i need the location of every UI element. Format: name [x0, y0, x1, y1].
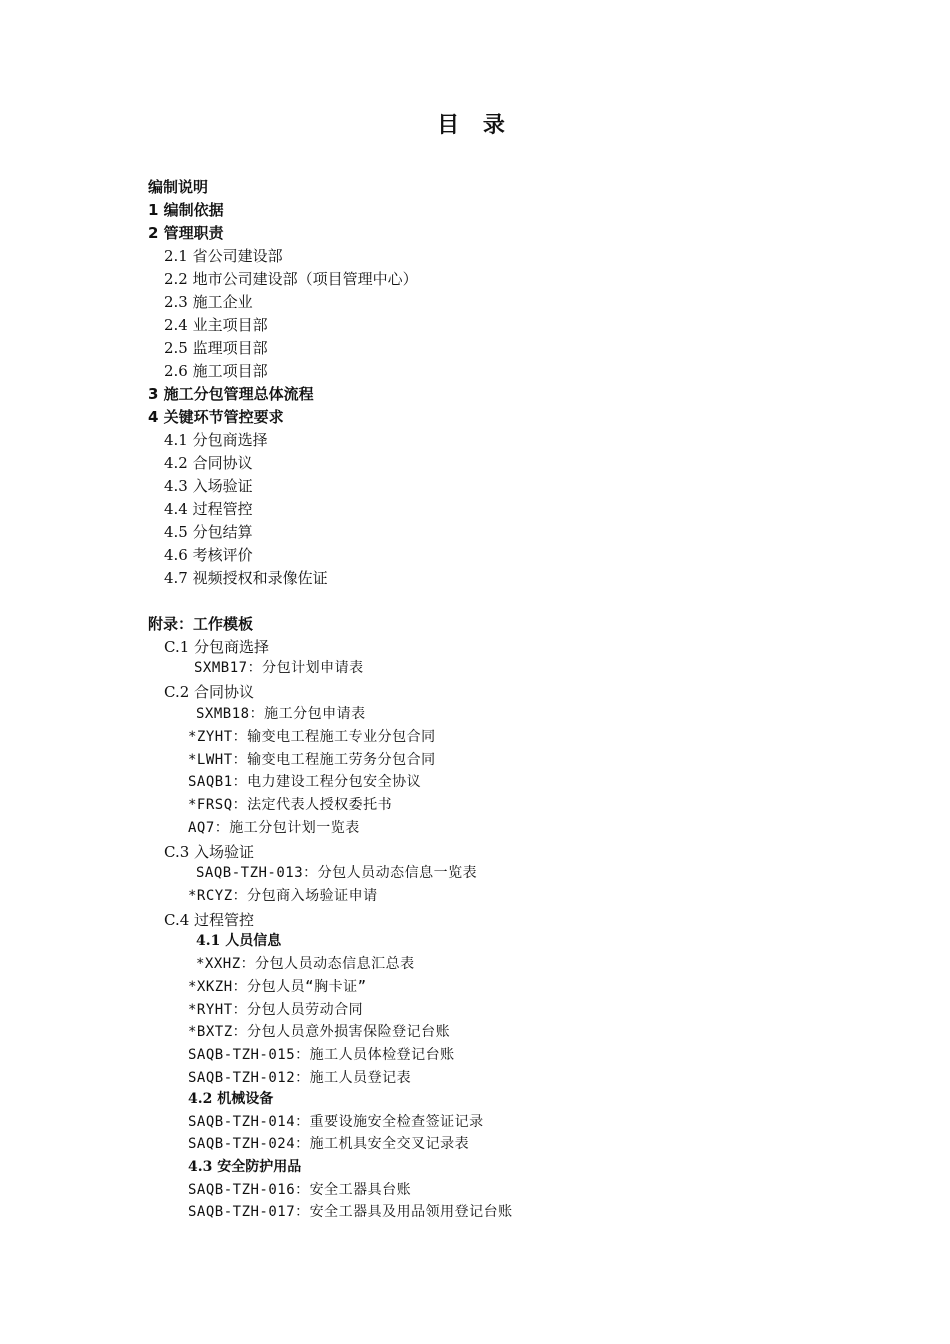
toc-entry: 4.1 分包商选择	[164, 431, 268, 449]
toc-entry: *RYHT：分包人员劳动合同	[188, 1002, 364, 1018]
toc-entry: 4.2 机械设备	[188, 1091, 274, 1107]
toc-entry: 2.6 施工项目部	[164, 362, 268, 380]
toc-entry: 编制说明	[148, 178, 209, 196]
toc-entry: SAQB1：电力建设工程分包安全协议	[188, 774, 422, 790]
toc-entry: *LWHT：输变电工程施工劳务分包合同	[188, 752, 436, 768]
toc-entry: SAQB-TZH-013：分包人员动态信息一览表	[196, 865, 478, 881]
toc-entry: 2.5 监理项目部	[164, 339, 268, 357]
toc-entry: C.4 过程管控	[164, 911, 255, 929]
toc-entry: 附录：工作模板	[148, 615, 254, 633]
toc-entry: AQ7：施工分包计划一览表	[188, 820, 360, 836]
toc-entry: 4.2 合同协议	[164, 454, 253, 472]
toc-entry: SAQB-TZH-017：安全工器具及用品领用登记台账	[188, 1204, 513, 1220]
toc-entry: SAQB-TZH-015：施工人员体检登记台账	[188, 1047, 455, 1063]
toc-entry: 2.2 地市公司建设部（项目管理中心）	[164, 270, 418, 288]
toc-entry: C.3 入场验证	[164, 843, 255, 861]
toc-entry: *RCYZ：分包商入场验证申请	[188, 888, 378, 904]
toc-entry: 4.3 入场验证	[164, 477, 253, 495]
toc-entry: 4 关键环节管控要求	[148, 408, 284, 426]
toc-entry: SAQB-TZH-016：安全工器具台账	[188, 1182, 412, 1198]
toc-entry: *BXTZ：分包人员意外损害保险登记台账	[188, 1024, 451, 1040]
toc-entry: SXMB18：施工分包申请表	[196, 706, 366, 722]
toc-entry: 2 管理职责	[148, 224, 224, 242]
toc-entry: 4.3 安全防护用品	[188, 1159, 302, 1175]
toc-entry: 4.6 考核评价	[164, 546, 253, 564]
toc-entry: 1 编制依据	[148, 201, 224, 219]
toc-entry: 3 施工分包管理总体流程	[148, 385, 314, 403]
toc-entry: 4.4 过程管控	[164, 500, 253, 518]
toc-entry: 2.3 施工企业	[164, 293, 253, 311]
toc-entry: *XKZH：分包人员“胸卡证”	[188, 979, 367, 995]
toc-entry: 4.5 分包结算	[164, 523, 253, 541]
toc-entry: *XXHZ：分包人员动态信息汇总表	[196, 956, 415, 972]
page-title: 目 录	[437, 112, 513, 138]
toc-entry: *ZYHT：输变电工程施工专业分包合同	[188, 729, 436, 745]
toc-entry: C.2 合同协议	[164, 683, 255, 701]
toc-entry: 4.7 视频授权和录像佐证	[164, 569, 328, 587]
toc-entry: 2.1 省公司建设部	[164, 247, 283, 265]
toc-entry: SXMB17：分包计划申请表	[194, 660, 364, 676]
toc-entry: *FRSQ：法定代表人授权委托书	[188, 797, 393, 813]
toc-entry: SAQB-TZH-014：重要设施安全检查签证记录	[188, 1114, 484, 1130]
toc-entry: SAQB-TZH-024：施工机具安全交叉记录表	[188, 1136, 470, 1152]
toc-entry: 4.1 人员信息	[196, 933, 282, 949]
toc-entry: C.1 分包商选择	[164, 638, 270, 656]
toc-entry: SAQB-TZH-012：施工人员登记表	[188, 1070, 412, 1086]
toc-entry: 2.4 业主项目部	[164, 316, 268, 334]
